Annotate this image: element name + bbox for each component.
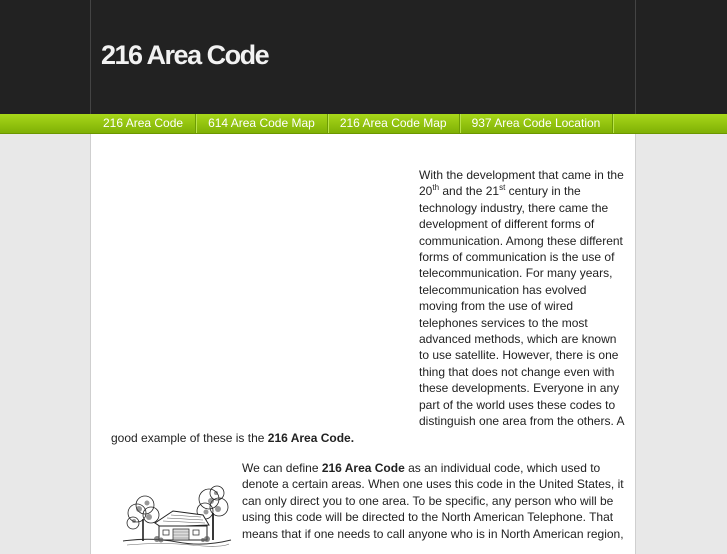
nav-list: [91, 114, 613, 133]
header-inner: [90, 0, 636, 114]
intro-number-20: 20: [419, 184, 433, 199]
site-title[interactable]: 216 Area Code: [101, 40, 269, 70]
nav-item-614-area-code-map[interactable]: 614 Area Code Map: [196, 114, 328, 133]
intro-bold-keyword: 216 Area Code.: [267, 430, 355, 445]
main-nav: [0, 114, 727, 134]
nav-item-216-area-code-map[interactable]: 216 Area Code Map: [328, 114, 460, 133]
nav-item-937-area-code-location[interactable]: 937 Area Code Location: [460, 114, 614, 133]
house-illustration: [121, 479, 233, 549]
definition-bold-keyword: 216 Area Code: [321, 461, 405, 475]
intro-number-21: 21: [485, 184, 500, 199]
intro-sup-st: st: [499, 183, 506, 193]
ad-placeholder: [111, 167, 419, 429]
definition-text-1: We can define: [242, 461, 322, 475]
intro-sup-th: th: [432, 183, 440, 193]
content-area: [90, 134, 636, 554]
intro-text-3: century in the technology industry, there came the development of different forms of communication. Among these different forms of communication is the use of telecommunication. For many years, telecommunication has evolved moving from the use of wired telephones services to the most advanced methods, which are known to use satellite. However, there is one thing that does not change even with these developments. Everyone in any part of the world uses these codes to distinguish one area from the others. A good example of these is the: [111, 184, 624, 445]
intro-text-2: and the: [439, 184, 486, 199]
header-bar: [0, 0, 727, 114]
definition-text-2: as an individual code, which used to denote a certain areas. When one uses this code in the United States, it can only direct you to one area. To be specific, any person who will be using this code will be directed to the North American Telephone. That means that if one needs to call anyone who is in North American region,: [242, 461, 624, 541]
nav-item-216-area-code[interactable]: 216 Area Code: [91, 114, 196, 133]
definition-paragraph: [242, 460, 625, 542]
intro-paragraph: [111, 167, 626, 446]
intro-text-1: With the development that came in the: [419, 168, 624, 182]
